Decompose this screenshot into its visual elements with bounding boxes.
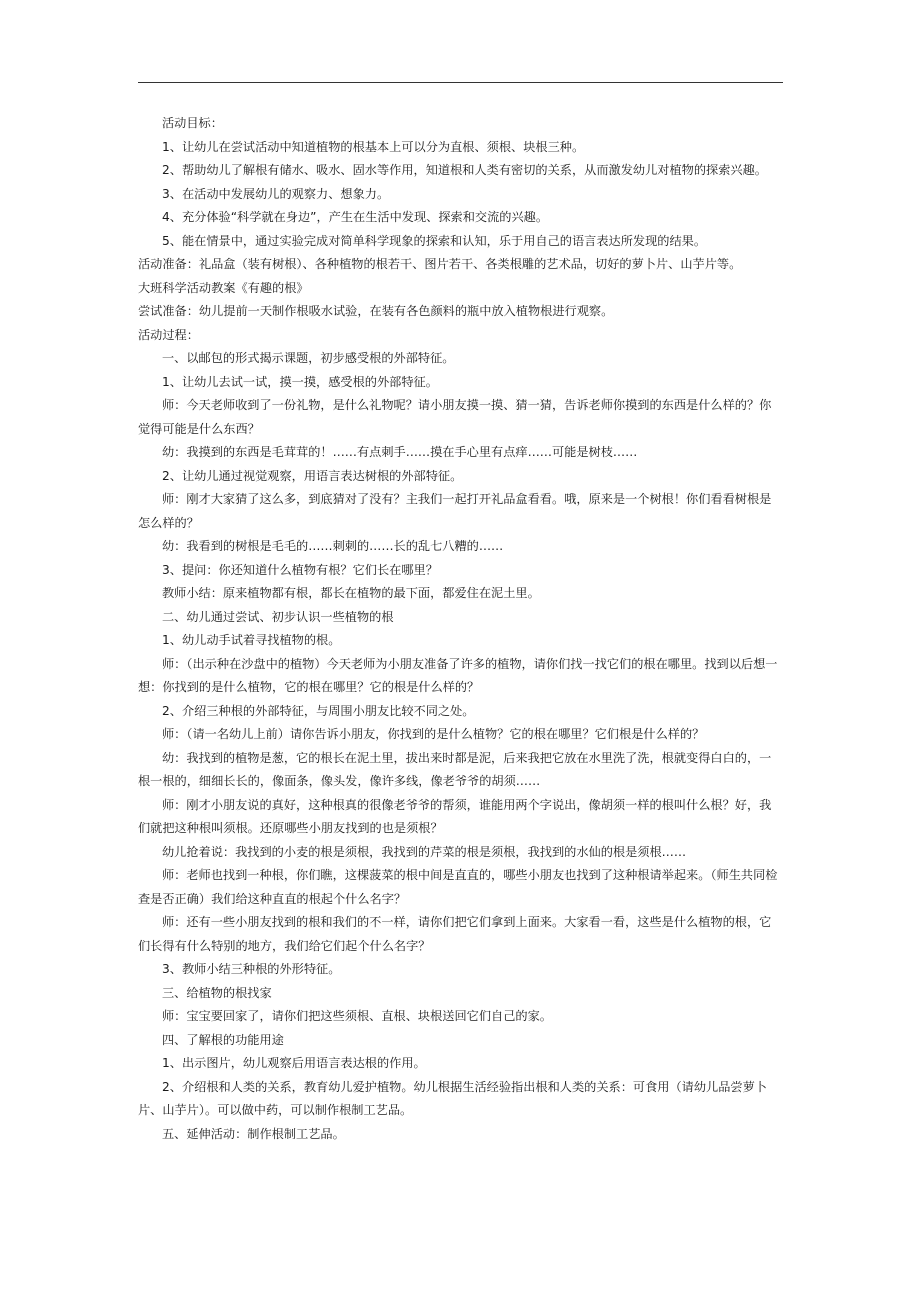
paragraph: 师：老师也找到一种根，你们瞧，这棵菠菜的根中间是直直的，哪些小朋友也找到了这种根请举起来。（师生共同检查是否正确）我们给这种直直的根起个什么名字？ — [138, 868, 778, 906]
paragraph: 师：今天老师收到了一份礼物，是什么礼物呢？请小朋友摸一摸、猜一猜，告诉老师你摸到的东西是什么样的？你觉得可能是什么东西？ — [138, 398, 772, 436]
paragraph: 5、能在情景中，通过实验完成对简单科学现象的探索和认知，乐于用自己的语言表达所发现的结果。 — [162, 233, 707, 248]
paragraph: 幼：我看到的树根是毛毛的……刺刺的……长的乱七八糟的…… — [162, 539, 504, 553]
paragraph: 1、让幼儿在尝试活动中知道植物的根基本上可以分为直根、须根、块根三种。 — [162, 139, 585, 154]
paragraph: 2、帮助幼儿了解根有储水、吸水、固水等作用，知道根和人类有密切的关系，从而激发幼儿对植物的探索兴趣。 — [162, 163, 767, 177]
paragraph: 活动过程： — [138, 327, 199, 342]
paragraph: 1、让幼儿去试一试，摸一摸，感受根的外部特征。 — [162, 374, 438, 389]
paragraph: 师：宝宝要回家了，请你们把这些须根、直根、块根送回它们自己的家。 — [162, 1009, 552, 1023]
paragraph: 活动准备：礼品盒（装有树根）、各种植物的根若干、图片若干、各类根雕的艺术品，切好的萝卜片、山芋片等。 — [138, 257, 742, 271]
header-rule — [138, 82, 783, 83]
paragraph: 4、充分体验“科学就在身边”，产生在生活中发现、探索和交流的兴趣。 — [162, 210, 549, 224]
paragraph: 活动目标： — [162, 116, 223, 130]
paragraph: 1、出示图片，幼儿观察后用语言表达根的作用。 — [162, 1056, 426, 1070]
paragraph: 幼：我找到的植物是葱，它的根长在泥土里，拔出来时都是泥，后来我把它放在水里洗了洗，根就变得白白的，一根一根的，细细长长的，像面条，像头发，像许多线，像老爷爷的胡须…… — [138, 750, 772, 788]
paragraph: 师：刚才小朋友说的真好，这种根真的很像老爷爷的帮须，谁能用两个字说出，像胡须一样的根叫什么根？好，我们就把这种根叫须根。还原哪些小朋友找到的也是须根？ — [138, 797, 772, 835]
paragraph: 师：（请一名幼儿上前）请你告诉小朋友，你找到的是什么植物？它的根在哪里？它们根是什么样的？ — [162, 727, 705, 741]
paragraph: 3、教师小结三种根的外形特征。 — [162, 962, 341, 976]
paragraph: 师：（出示种在沙盘中的植物）今天老师为小朋友准备了许多的植物，请你们找一找它们的根在哪里。找到以后想一想：你找到的是什么植物，它的根在哪里？它的根是什么样的？ — [138, 656, 778, 694]
paragraph: 3、在活动中发展幼儿的观察力、想象力。 — [162, 186, 390, 201]
paragraph: 师：还有一些小朋友找到的根和我们的不一样，请你们把它们拿到上面来。大家看一看，这些是什么植物的根，它们长得有什么特别的地方，我们给它们起个什么名字？ — [138, 915, 772, 953]
paragraph: 2、介绍根和人类的关系，教育幼儿爱护植物。幼儿根据生活经验指出根和人类的关系：可食用（请幼儿品尝萝卜片、山芋片）。可以做中药，可以制作根制工艺品。 — [138, 1079, 767, 1117]
paragraph: 师：刚才大家猜了这么多，到底猜对了没有？主我们一起打开礼品盒看看。哦，原来是一个树根！你们看看树根是怎么样的？ — [138, 492, 772, 530]
paragraph: 3、提问：你还知道什么植物有根？它们长在哪里？ — [162, 562, 438, 577]
paragraph: 1、幼儿动手试着寻找植物的根。 — [162, 633, 341, 647]
paragraph: 幼：我摸到的东西是毛茸茸的！……有点刺手……摸在手心里有点痒……可能是树枝…… — [162, 445, 638, 459]
paragraph: 幼儿抢着说：我找到的小麦的根是须根，我找到的芹菜的根是须根，我找到的水仙的根是须根…… — [162, 844, 687, 859]
paragraph: 2、介绍三种根的外部特征，与周围小朋友比较不同之处。 — [162, 703, 475, 718]
paragraph: 教师小结：原来植物都有根，都长在植物的最下面，都爱住在泥土里。 — [162, 586, 540, 600]
document-body — [138, 112, 783, 1146]
paragraph: 四、了解根的功能用途 — [162, 1032, 284, 1047]
paragraph: 尝试准备：幼儿提前一天制作根吸水试验，在装有各色颜料的瓶中放入植物根进行观察。 — [138, 304, 614, 318]
paragraph: 五、延伸活动：制作根制工艺品。 — [162, 1126, 345, 1141]
paragraph: 一、以邮包的形式揭示课题，初步感受根的外部特征。 — [162, 351, 455, 365]
paragraph: 大班科学活动教案《有趣的根》 — [138, 280, 309, 295]
paragraph: 2、让幼儿通过视觉观察，用语言表达树根的外部特征。 — [162, 468, 463, 483]
paragraph: 三、给植物的根找家 — [162, 985, 272, 1000]
paragraph: 二、幼儿通过尝试、初步认识一些植物的根 — [162, 609, 394, 624]
